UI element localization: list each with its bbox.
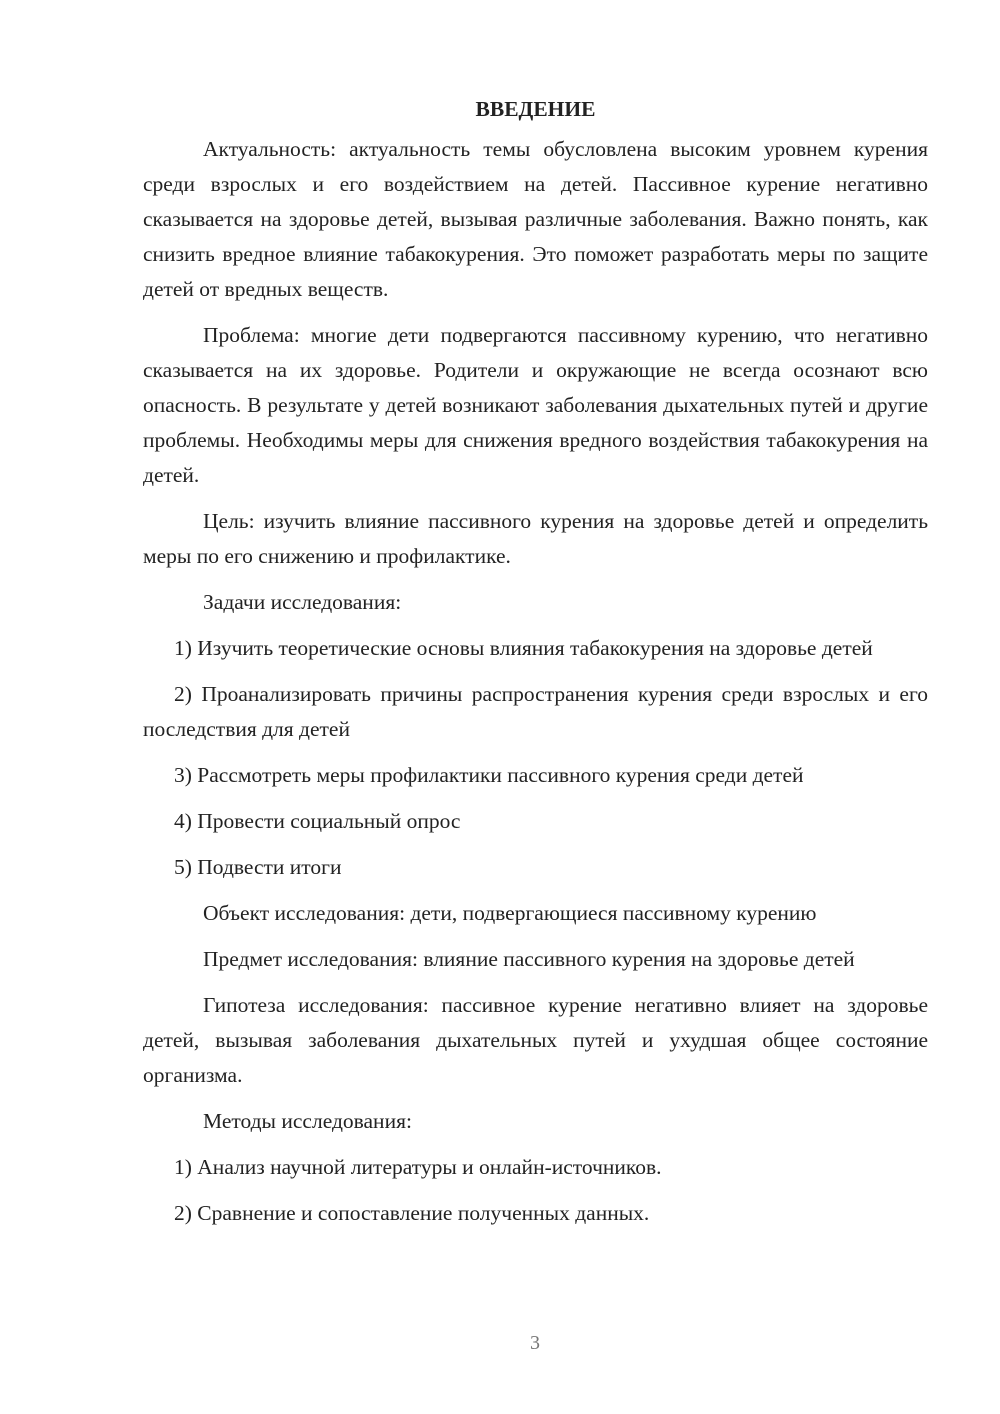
- task-item: 5) Подвести итоги: [174, 855, 342, 879]
- task-item: 1) Изучить теоретические основы влияния табакокурения на здоровье детей: [174, 636, 873, 660]
- tasks-list: [143, 631, 928, 885]
- relevance-paragraph: Актуальность: актуальность темы обусловлена высоким уровнем курения среди взрослых и его воздействием на детей. Пассивное курение негативно сказывается на здоровье детей, вызывая различные заболевания. Важно понять, как снизить вредное влияние табакокурения. Это поможет разработать меры по защите детей от вредных веществ.: [143, 137, 928, 301]
- problem-paragraph: Проблема: многие дети подвергаются пассивному курению, что негативно сказывается на их здоровье. Родители и окружающие не всегда осознают всю опасность. В результате у детей возникают заболевания дыхательных путей и другие проблемы. Необходимы меры для снижения вредного воздействия табакокурения на детей.: [143, 323, 928, 487]
- task-item: 2) Проанализировать причины распространения курения среди взрослых и его последствия для детей: [143, 682, 928, 741]
- method-item: 1) Анализ научной литературы и онлайн-источников.: [174, 1155, 662, 1179]
- methods-list: [143, 1150, 928, 1231]
- tasks-heading: Задачи исследования:: [203, 590, 402, 614]
- page-number: 3: [530, 1332, 540, 1354]
- method-item: 2) Сравнение и сопоставление полученных данных.: [174, 1201, 650, 1225]
- goal-paragraph: Цель: изучить влияние пассивного курения на здоровье детей и определить меры по его снижению и профилактике.: [143, 509, 928, 568]
- task-item: 4) Провести социальный опрос: [174, 809, 461, 833]
- subject-paragraph: Предмет исследования: влияние пассивного курения на здоровье детей: [203, 947, 855, 971]
- page-title: ВВЕДЕНИЕ: [475, 97, 596, 121]
- methods-heading: Методы исследования:: [203, 1109, 412, 1133]
- task-item: 3) Рассмотреть меры профилактики пассивного курения среди детей: [174, 763, 804, 787]
- hypothesis-paragraph: Гипотеза исследования: пассивное курение негативно влияет на здоровье детей, вызывая заболевания дыхательных путей и ухудшая общее состояние организма.: [143, 993, 928, 1087]
- document-body: [143, 92, 928, 1242]
- object-paragraph: Объект исследования: дети, подвергающиеся пассивному курению: [203, 901, 817, 925]
